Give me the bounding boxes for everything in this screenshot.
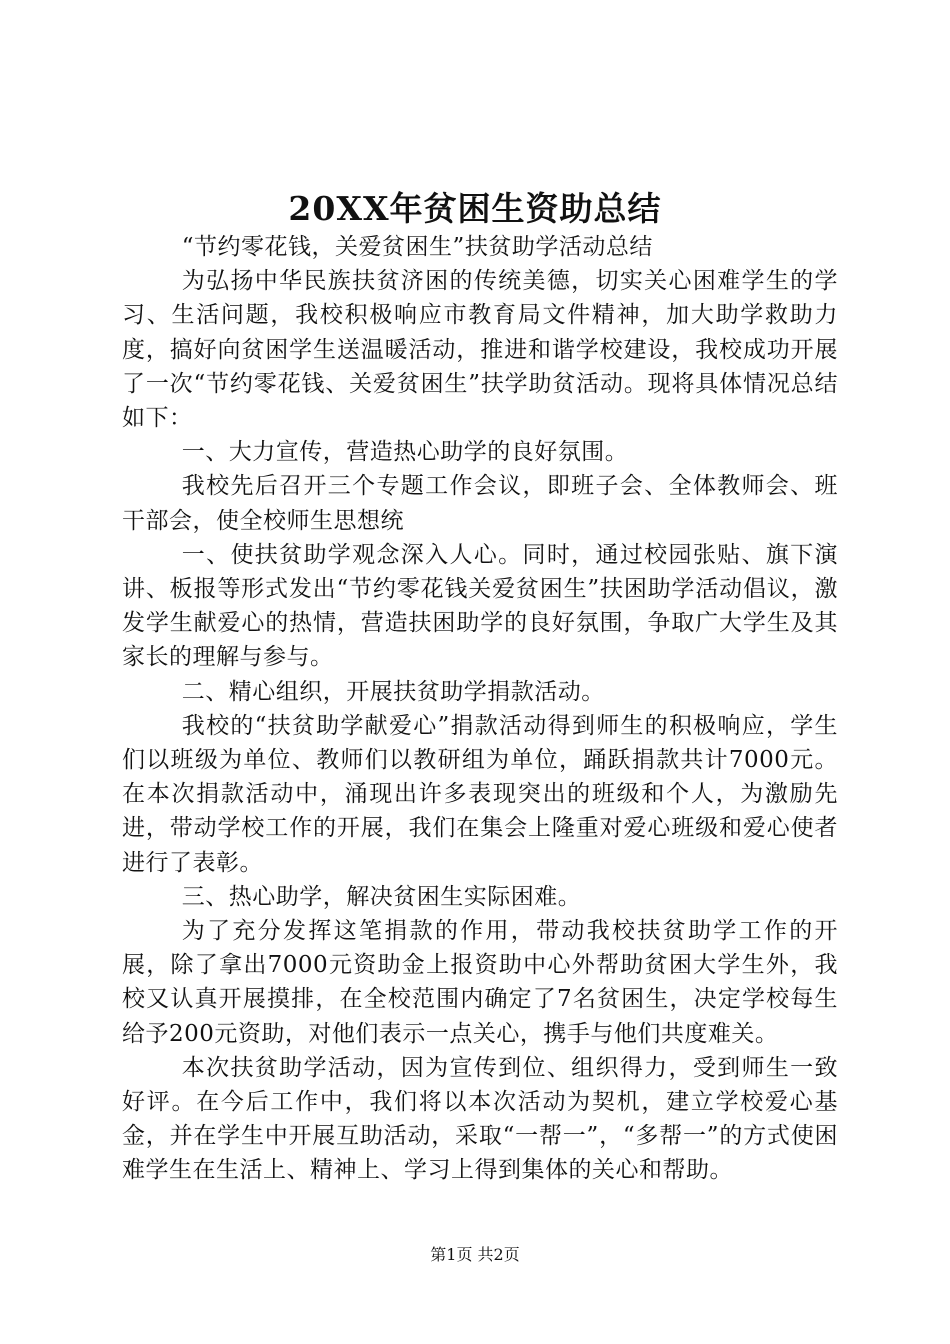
section-heading-3: 三、热心助学，解决贫困生实际困难。 — [181, 883, 582, 910]
section-heading-2: 二、精心组织，开展扶贫助学捐款活动。 — [181, 678, 605, 705]
intro-paragraph: 为弘扬中华民族扶贫济困的传统美德，切实关心困难学生的学习、生活问题，我校积极响应市教育局文件精神，加大助学救助力度，搞好向贫困学生送温暖活动，推进和谐学校建设，我校成功开展了一次“节约零花钱、关爱贫困生”扶学助贫活动。现将具体情况总结如下： — [122, 268, 838, 432]
section-heading-1: 一、大力宣传，营造热心助学的良好氛围。 — [181, 439, 629, 466]
subtitle-paragraph: “节约零花钱，关爱贫困生”扶贫助学活动总结 — [181, 234, 653, 260]
body-paragraph: 我校先后召开三个专题工作会议，即班子会、全体教师会、班干部会，使全校师生思想统 — [122, 473, 838, 534]
body-paragraph: 为了充分发挥这笔捐款的作用，带动我校扶贫助学工作的开展，除了拿出7000元资助金上报资助中心外帮助贫困大学生外，我校又认真开展摸排，在全校范围内确定了7名贫困生，决定学校每生给予200元资助，对他们表示一点关心，携手与他们共度难关。 — [122, 918, 838, 1047]
body-paragraph: 我校的“扶贫助学献爱心”捐款活动得到师生的积极响应，学生们以班级为单位、教师们以教研组为单位，踊跃捐款共计7000元。在本次捐款活动中，涌现出许多表现突出的班级和个人，为激励先进，带动学校工作的开展，我们在集会上隆重对爱心班级和爱心使者进行了表彰。 — [122, 712, 838, 876]
body-paragraph: 一、使扶贫助学观念深入人心。同时，通过校园张贴、旗下演讲、板报等形式发出“节约零花钱关爱贫困生”扶困助学活动倡议，激发学生献爱心的热情，营造扶困助学的良好氛围，争取广大学生及其家长的理解与参与。 — [122, 541, 838, 671]
conclusion-paragraph: 本次扶贫助学活动，因为宣传到位、组织得力，受到师生一致好评。在今后工作中，我们将以本次活动为契机，建立学校爱心基金，并在学生中开展互助活动，采取“一帮一”，“多帮一”的方式使困难学生在生活上、精神上、学习上得到集体的关心和帮助。 — [122, 1054, 838, 1184]
document-body — [122, 230, 838, 1188]
page-number-footer: 第1页 共2页 — [430, 1245, 520, 1264]
document-title: 20XX年贫困生资助总结 — [288, 189, 662, 228]
